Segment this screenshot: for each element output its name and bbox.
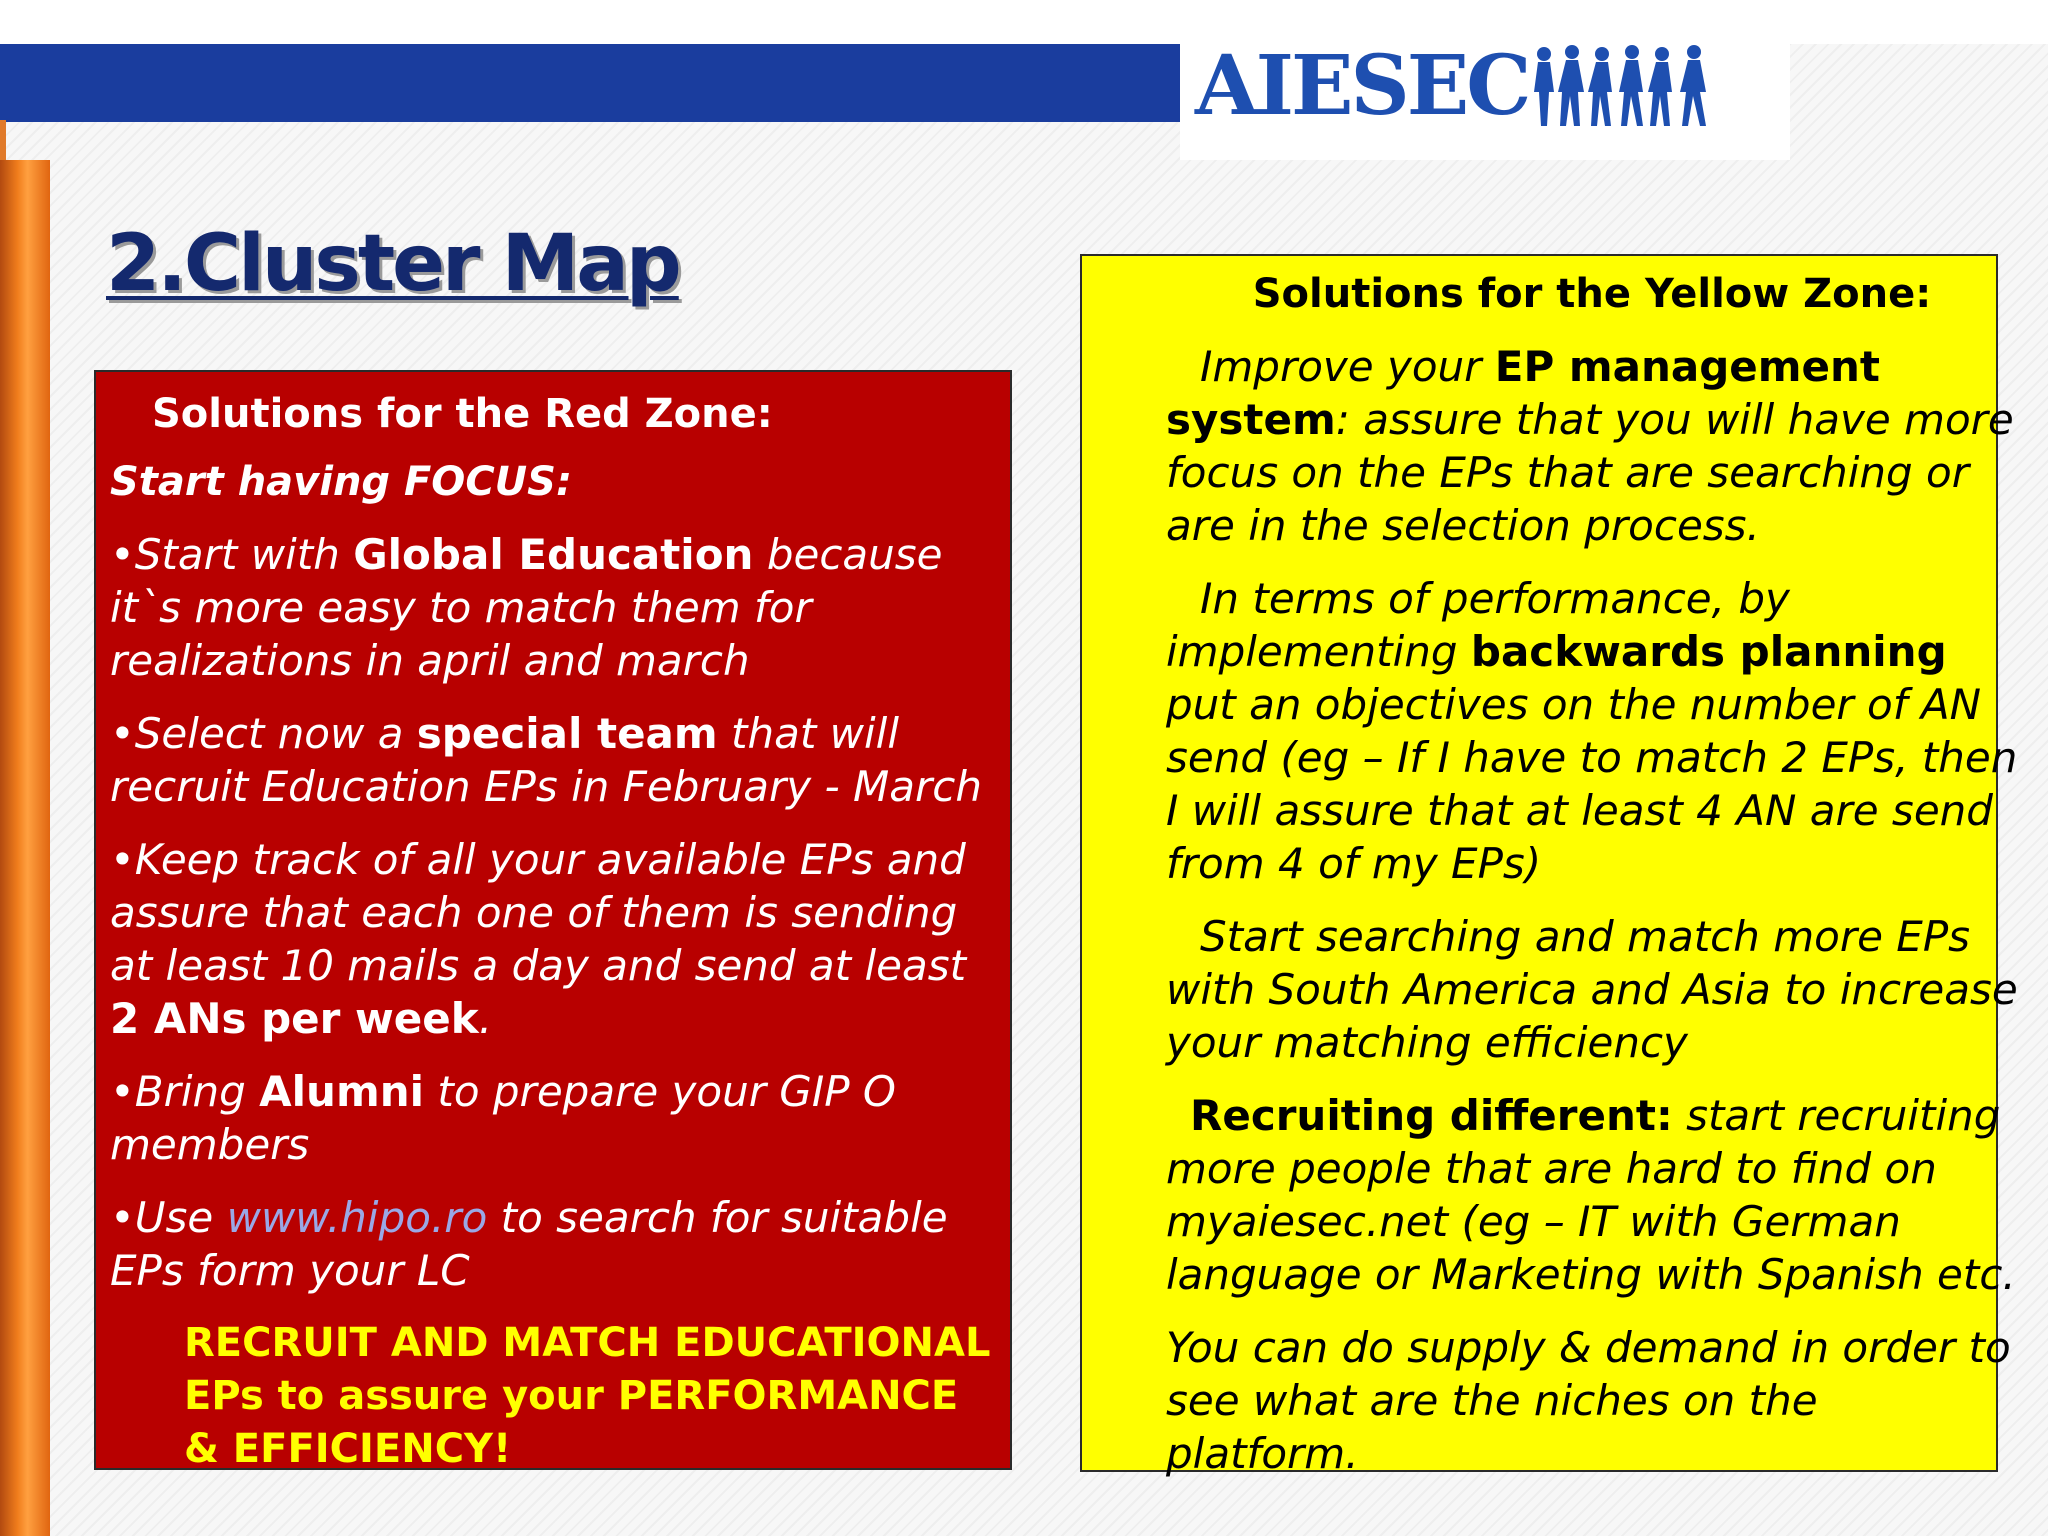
yellow-para-south-america-asia: Start searching and match more EPs with South America and Asia to increase your matching efficiency	[1166, 912, 2018, 1067]
slide-title: 2.Cluster Map	[106, 219, 679, 309]
yellow-zone-box	[1080, 254, 2018, 1478]
red-bullet-alumni: •Bring Alumni to prepare your GIP O members	[110, 1067, 896, 1169]
side-stripe-top	[0, 120, 6, 160]
red-zone-box	[94, 370, 1012, 1470]
red-zone-heading: Solutions for the Red Zone:	[152, 391, 773, 437]
red-bullet-keep-track: •Keep track of all your available EPs and assure that each one of them is sending at least 10 mails a day and send at least 2 ANs per week.	[110, 835, 967, 1043]
yellow-zone-heading: Solutions for the Yellow Zone:	[1252, 271, 1932, 317]
yellow-zone-content	[1166, 268, 2018, 1480]
red-zone-callout: RECRUIT AND MATCH EDUCATIONAL EPs to assure your PERFORMANCE & EFFICIENCY!	[184, 1320, 991, 1472]
yellow-para-ep-management: Improve your EP management system: assure that you will have more focus on the EPs that are searching or are in the selection process.	[1166, 342, 2014, 550]
yellow-para-recruiting-different: Recruiting different: start recruiting more people that are hard to find on myaiesec.net (eg – IT with German language or Marketing with Spanish etc.	[1166, 1091, 2016, 1299]
yellow-para-backwards-planning: In terms of performance, by implementing backwards planning put an objectives on the number of AN send (eg – If I have to match 2 EPs, then I will assure that at least 4 AN are send from 4 of my EPs)	[1166, 574, 2018, 888]
red-bullet-special-team: •Select now a special team that will recruit Education EPs in February - March	[110, 709, 982, 811]
red-bullet-hipo: •Use www.hipo.ro to search for suitable EPs form your LC	[110, 1193, 948, 1295]
aiesec-logo	[1195, 36, 1720, 136]
logo-text: AIESEC	[1195, 38, 1529, 134]
yellow-para-supply-demand: You can do supply & demand in order to see what are the niches on the platform.	[1166, 1323, 2011, 1478]
orange-side-stripe	[0, 160, 50, 1536]
red-bullet-global-education: •Start with Global Education because it`s more easy to match them for realizations in april and march	[110, 530, 943, 685]
focus-line: Start having FOCUS:	[110, 459, 572, 505]
walking-people-icon	[1530, 44, 1720, 128]
hipo-link[interactable]: www.hipo.ro	[226, 1193, 488, 1242]
